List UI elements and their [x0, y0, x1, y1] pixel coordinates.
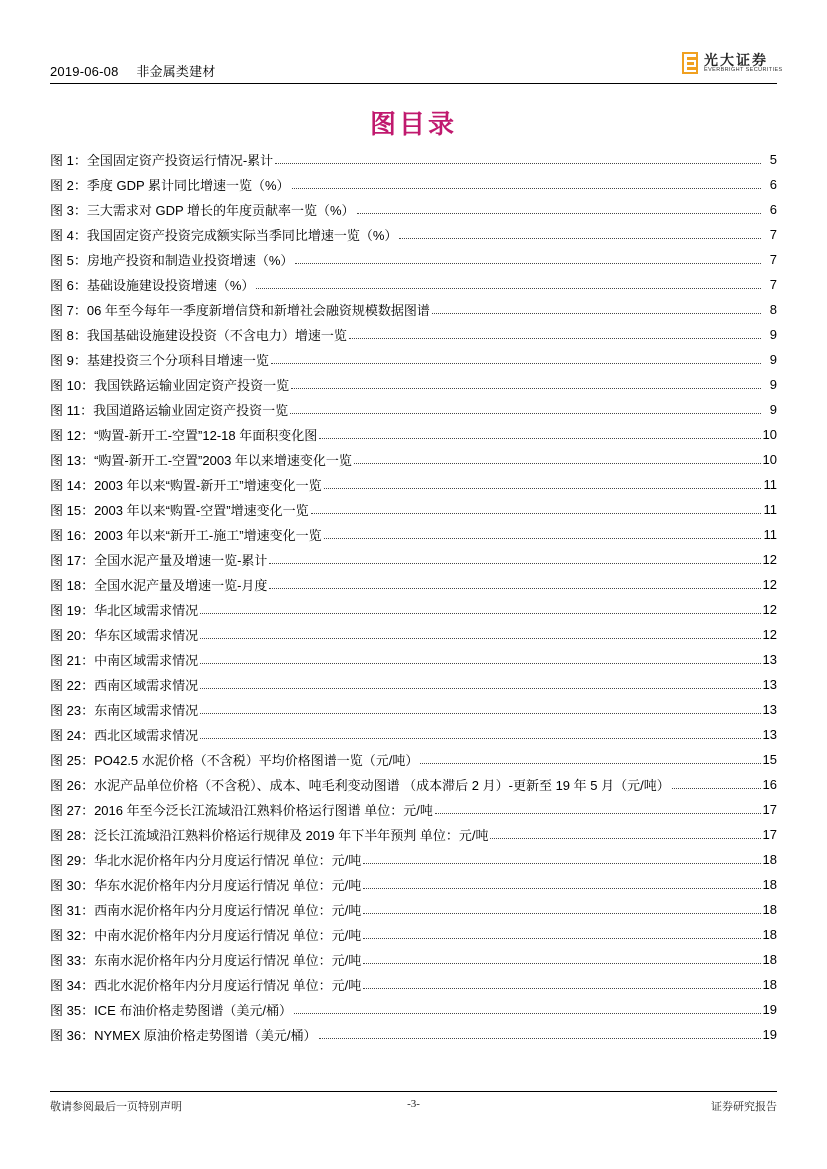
toc-entry-page: 10 — [762, 427, 777, 442]
toc-entry-label: 图 27：2016 年至今泛长江流域沿江熟料价格运行图谱 单位：元/吨 — [50, 803, 433, 818]
toc-entry-label: 图 22：西南区域需求情况 — [50, 678, 199, 693]
toc-entry[interactable] — [50, 847, 777, 872]
toc-entry-label: 图 7：06 年至今每年一季度新增信贷和新增社会融资规模数据图谱 — [50, 303, 430, 318]
toc-entry[interactable] — [50, 622, 777, 647]
toc-entry[interactable] — [50, 422, 777, 447]
toc-entry-label: 图 32：中南水泥价格年内分月度运行情况 单位：元/吨 — [50, 928, 362, 943]
footer-divider — [50, 1091, 777, 1092]
toc-entry-label: 图 12：“购置-新开工-空置”12-18 年面积变化图 — [50, 428, 318, 443]
toc-leader-dots — [292, 176, 761, 189]
toc-leader-dots — [324, 476, 761, 489]
toc-entry-label: 图 17：全国水泥产量及增速一览-累计 — [50, 553, 268, 568]
toc-entry[interactable] — [50, 572, 777, 597]
toc-entry[interactable] — [50, 972, 777, 997]
toc-entry[interactable] — [50, 747, 777, 772]
toc-entry-label: 图 26：水泥产品单位价格（不含税）、成本、吨毛利变动图谱 （成本滞后 2 月）-更新至 19 年 5 月（元/吨） — [50, 778, 670, 793]
toc-entry-label: 图 29：华北水泥价格年内分月度运行情况 单位：元/吨 — [50, 853, 362, 868]
toc-leader-dots — [490, 826, 760, 839]
toc-entry[interactable] — [50, 472, 777, 497]
toc-leader-dots — [200, 701, 760, 714]
toc-entry-label: 图 31：西南水泥价格年内分月度运行情况 单位：元/吨 — [50, 903, 362, 918]
toc-leader-dots — [311, 501, 761, 514]
report-date: 2019-06-08 — [50, 64, 119, 79]
toc-entry-page: 12 — [762, 602, 777, 617]
toc-entry-label: 图 19：华北区域需求情况 — [50, 603, 199, 618]
toc-entry-page: 6 — [769, 202, 777, 217]
toc-leader-dots — [363, 951, 760, 964]
toc-entry[interactable] — [50, 372, 777, 397]
toc-leader-dots — [363, 926, 760, 939]
toc-leader-dots — [200, 601, 760, 614]
toc-entry-page: 11 — [763, 502, 777, 517]
toc-entry[interactable] — [50, 347, 777, 372]
toc-entry-page: 18 — [762, 952, 777, 967]
toc-leader-dots — [363, 851, 760, 864]
toc-entry-page: 13 — [762, 702, 777, 717]
toc-entry-page: 12 — [762, 577, 777, 592]
toc-leader-dots — [275, 151, 761, 164]
toc-entry[interactable] — [50, 897, 777, 922]
toc-leader-dots — [290, 401, 761, 414]
toc-entry[interactable] — [50, 522, 777, 547]
toc-leader-dots — [271, 351, 761, 364]
toc-entry-label: 图 18：全国水泥产量及增速一览-月度 — [50, 578, 268, 593]
page-header — [50, 53, 783, 84]
toc-entry-page: 8 — [769, 302, 777, 317]
toc-entry-label: 图 9：基建投资三个分项科目增速一览 — [50, 353, 269, 368]
toc-leader-dots — [363, 901, 760, 914]
toc-entry[interactable] — [50, 647, 777, 672]
toc-leader-dots — [256, 276, 761, 289]
toc-entry[interactable] — [50, 247, 777, 272]
toc-entry-label: 图 3：三大需求对 GDP 增长的年度贡献率一览（%） — [50, 203, 355, 218]
toc-entry[interactable] — [50, 1022, 777, 1047]
toc-entry-label: 图 4：我国固定资产投资完成额实际当季同比增速一览（%） — [50, 228, 398, 243]
toc-entry[interactable] — [50, 272, 777, 297]
toc-entry-page: 7 — [769, 227, 777, 242]
toc-leader-dots — [294, 1001, 761, 1014]
toc-entry-page: 12 — [762, 627, 777, 642]
toc-leader-dots — [200, 676, 760, 689]
toc-leader-dots — [319, 1026, 761, 1039]
toc-entry-page: 9 — [769, 377, 777, 392]
toc-entry-page: 7 — [769, 277, 777, 292]
figure-table-of-contents — [50, 147, 777, 1047]
toc-leader-dots — [435, 801, 761, 814]
toc-leader-dots — [200, 651, 760, 664]
toc-leader-dots — [324, 526, 761, 539]
toc-entry-label: 图 16：2003 年以来“新开工-施工”增速变化一览 — [50, 528, 322, 543]
toc-entry-page: 18 — [762, 927, 777, 942]
toc-entry-label: 图 20：华东区域需求情况 — [50, 628, 199, 643]
toc-entry-page: 19 — [762, 1002, 777, 1017]
toc-leader-dots — [200, 626, 760, 639]
toc-entry[interactable] — [50, 322, 777, 347]
toc-entry[interactable] — [50, 147, 777, 172]
toc-entry-page: 9 — [769, 327, 777, 342]
toc-entry-page: 13 — [762, 727, 777, 742]
page-footer — [50, 1091, 777, 1121]
toc-entry-page: 18 — [762, 852, 777, 867]
toc-entry-label: 图 24：西北区域需求情况 — [50, 728, 199, 743]
toc-leader-dots — [420, 751, 760, 764]
toc-entry-page: 13 — [762, 677, 777, 692]
toc-entry-page: 6 — [769, 177, 777, 192]
toc-entry-label: 图 30：华东水泥价格年内分月度运行情况 单位：元/吨 — [50, 878, 362, 893]
toc-entry-page: 9 — [769, 402, 777, 417]
toc-leader-dots — [269, 576, 760, 589]
toc-entry-page: 5 — [769, 152, 777, 167]
toc-entry-label: 图 23：东南区域需求情况 — [50, 703, 199, 718]
toc-leader-dots — [432, 301, 761, 314]
toc-entry[interactable] — [50, 722, 777, 747]
toc-entry-label: 图 35：ICE 布油价格走势图谱（美元/桶） — [50, 1003, 292, 1018]
page-title: 图目录 — [369, 110, 457, 140]
toc-entry-page: 18 — [762, 977, 777, 992]
footer-page-number: -3- — [407, 1098, 420, 1110]
toc-leader-dots — [319, 426, 760, 439]
toc-entry-page: 11 — [763, 477, 777, 492]
toc-leader-dots — [363, 976, 760, 989]
toc-entry-page: 10 — [762, 452, 777, 467]
toc-entry-label: 图 13：“购置-新开工-空置”2003 年以来增速变化一览 — [50, 453, 352, 468]
toc-entry-page: 17 — [762, 827, 777, 842]
toc-entry-page: 12 — [762, 552, 777, 567]
toc-entry-label: 图 5：房地产投资和制造业投资增速（%） — [50, 253, 294, 268]
footer-disclaimer: 敬请参阅最后一页特别声明 — [50, 1101, 182, 1113]
toc-entry-label: 图 1：全国固定资产投资运行情况-累计 — [50, 153, 274, 168]
toc-entry-label: 图 10：我国铁路运输业固定资产投资一览 — [50, 378, 290, 393]
toc-entry[interactable] — [50, 222, 777, 247]
toc-entry[interactable] — [50, 872, 777, 897]
logo-chinese-text: 光大证券 — [704, 53, 768, 69]
toc-leader-dots — [399, 226, 761, 239]
header-info — [50, 61, 230, 80]
toc-entry-page: 18 — [762, 877, 777, 892]
toc-entry-label: 图 8：我国基础设施建设投资（不含电力）增速一览 — [50, 328, 347, 343]
toc-entry-page: 17 — [762, 802, 777, 817]
toc-entry[interactable] — [50, 997, 777, 1022]
toc-entry-page: 16 — [762, 777, 777, 792]
toc-entry-page: 18 — [762, 902, 777, 917]
toc-entry-label: 图 34：西北水泥价格年内分月度运行情况 单位：元/吨 — [50, 978, 362, 993]
toc-entry-page: 7 — [769, 252, 777, 267]
toc-entry[interactable] — [50, 597, 777, 622]
toc-entry-label: 图 33：东南水泥价格年内分月度运行情况 单位：元/吨 — [50, 953, 362, 968]
header-divider — [50, 83, 777, 84]
toc-entry[interactable] — [50, 447, 777, 472]
toc-entry-label: 图 25：PO42.5 水泥价格（不含税）平均价格图谱一览（元/吨） — [50, 753, 419, 768]
toc-entry-label: 图 36：NYMEX 原油价格走势图谱（美元/桶） — [50, 1028, 317, 1043]
company-logo — [682, 50, 783, 78]
logo-mark-icon — [682, 52, 700, 74]
toc-entry-page: 13 — [762, 652, 777, 667]
toc-entry-page: 15 — [762, 752, 777, 767]
toc-entry-label: 图 28：泛长江流域沿江熟料价格运行规律及 2019 年下半年预判 单位：元/吨 — [50, 828, 489, 843]
toc-leader-dots — [291, 376, 761, 389]
toc-entry-page: 11 — [763, 527, 777, 542]
toc-entry[interactable] — [50, 547, 777, 572]
toc-leader-dots — [200, 726, 760, 739]
toc-leader-dots — [349, 326, 761, 339]
toc-entry[interactable] — [50, 947, 777, 972]
toc-entry-label: 图 21：中南区域需求情况 — [50, 653, 199, 668]
toc-entry[interactable] — [50, 922, 777, 947]
toc-entry[interactable] — [50, 172, 777, 197]
toc-leader-dots — [354, 451, 761, 464]
footer-report-type: 证券研究报告 — [711, 1101, 777, 1113]
toc-entry[interactable] — [50, 797, 777, 822]
toc-entry-label: 图 14：2003 年以来“购置-新开工”增速变化一览 — [50, 478, 322, 493]
toc-entry[interactable] — [50, 672, 777, 697]
toc-leader-dots — [363, 876, 760, 889]
toc-entry-label: 图 2：季度 GDP 累计同比增速一览（%） — [50, 178, 290, 193]
toc-leader-dots — [269, 551, 760, 564]
toc-entry-label: 图 15：2003 年以来“购置-空置”增速变化一览 — [50, 503, 309, 518]
toc-entry-page: 9 — [769, 352, 777, 367]
toc-leader-dots — [672, 776, 761, 789]
toc-entry[interactable] — [50, 822, 777, 847]
logo-english-text: EVERBRIGHT SECURITIES — [704, 67, 783, 73]
toc-entry[interactable] — [50, 497, 777, 522]
toc-entry[interactable] — [50, 297, 777, 322]
toc-entry[interactable] — [50, 697, 777, 722]
toc-leader-dots — [295, 251, 761, 264]
toc-leader-dots — [357, 201, 761, 214]
toc-entry-page: 19 — [762, 1027, 777, 1042]
toc-entry[interactable] — [50, 197, 777, 222]
toc-entry[interactable] — [50, 772, 777, 797]
toc-entry-label: 图 11：我国道路运输业固定资产投资一览 — [50, 403, 289, 418]
toc-entry-label: 图 6：基础设施建设投资增速（%） — [50, 278, 255, 293]
toc-entry[interactable] — [50, 397, 777, 422]
industry-name: 非金属类建材 — [136, 64, 216, 79]
